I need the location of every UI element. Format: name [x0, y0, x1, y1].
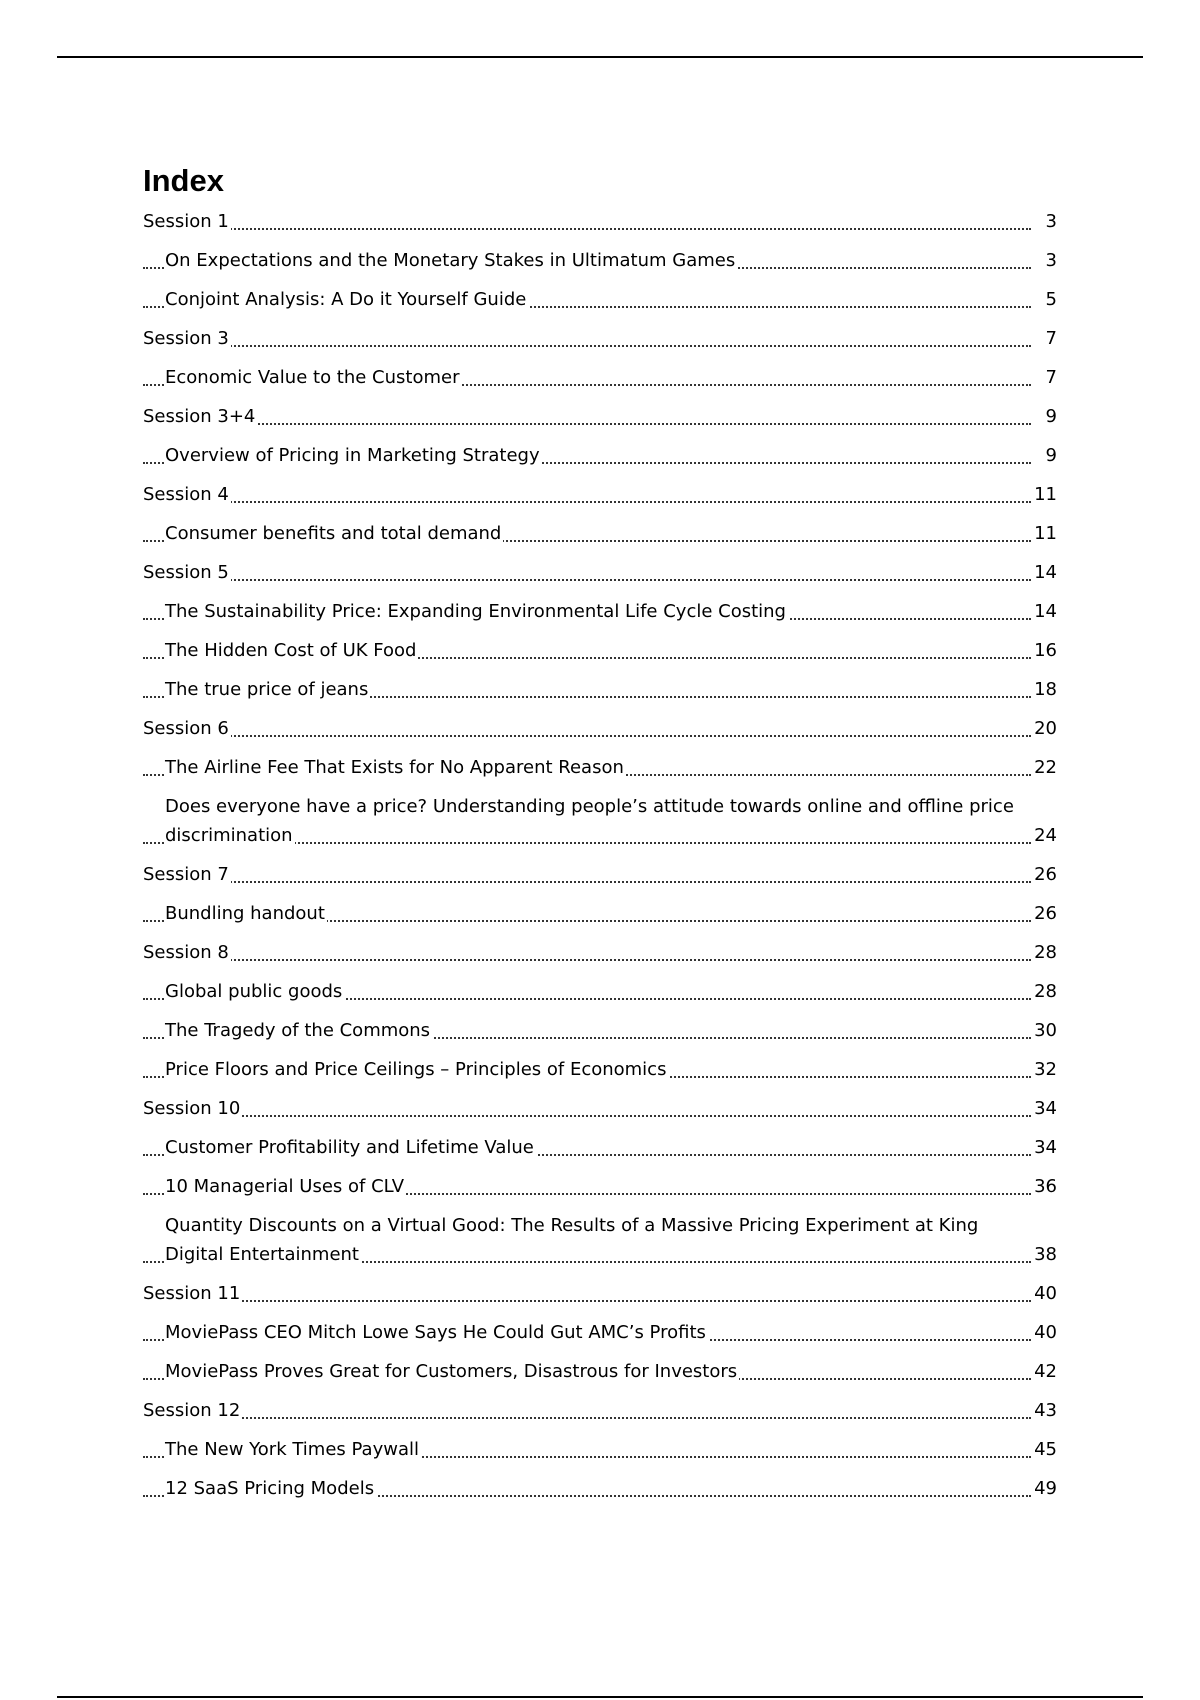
toc-page-number: 24 — [1032, 821, 1057, 850]
toc-page-number: 3 — [1044, 246, 1057, 275]
toc-entry-line — [165, 675, 1057, 704]
toc-entry-line — [165, 1435, 1057, 1464]
toc-page-number: 7 — [1044, 324, 1057, 353]
toc-article-entry[interactable] — [143, 1318, 1057, 1357]
toc-article-entry[interactable] — [143, 519, 1057, 558]
toc-entry-title: The Hidden Cost of UK Food — [165, 640, 417, 661]
toc-entry-line — [143, 938, 1057, 967]
toc-page-number: 28 — [1032, 938, 1057, 967]
toc-article-entry[interactable] — [143, 792, 1057, 860]
toc-entry-title: MoviePass CEO Mitch Lowe Says He Could Gut AMC’s Profits — [165, 1322, 706, 1343]
toc-entry-title: Session 8 — [143, 942, 229, 963]
toc-entry-line — [143, 714, 1057, 743]
toc-page-number: 9 — [1044, 402, 1057, 431]
header-rule — [57, 56, 1143, 58]
toc-dot-leader — [143, 1115, 1031, 1117]
toc-page-number: 14 — [1032, 558, 1057, 587]
index-heading: Index — [143, 163, 224, 198]
toc-page-number: 40 — [1032, 1279, 1057, 1308]
toc-page-number: 43 — [1032, 1396, 1057, 1425]
toc-page-number: 11 — [1032, 519, 1057, 548]
toc-entry-title: Session 10 — [143, 1098, 241, 1119]
toc-entry-title: Does everyone have a price? Understanding people’s attitude towards online and offline price discrimination — [165, 796, 1014, 846]
toc-dot-leader — [143, 735, 1031, 737]
toc-page-number: 36 — [1032, 1172, 1057, 1201]
toc-entry-line — [165, 753, 1057, 782]
toc-entry-title: Global public goods — [165, 981, 343, 1002]
toc-entry-line — [143, 558, 1057, 587]
toc-dot-leader — [143, 345, 1031, 347]
toc-entry-title: The Sustainability Price: Expanding Environmental Life Cycle Costing — [165, 601, 786, 622]
toc-session-entry[interactable] — [143, 1094, 1057, 1133]
toc-list — [143, 207, 1057, 1513]
toc-entry-title: Overview of Pricing in Marketing Strategy — [165, 445, 540, 466]
toc-page-number: 3 — [1044, 207, 1057, 236]
toc-page-number: 49 — [1032, 1474, 1057, 1503]
toc-entry-title: Session 3+4 — [143, 406, 256, 427]
toc-session-entry[interactable] — [143, 714, 1057, 753]
toc-page-number: 34 — [1032, 1133, 1057, 1162]
toc-entry-line — [165, 1357, 1057, 1386]
toc-page-number: 40 — [1032, 1318, 1057, 1347]
toc-page-number: 34 — [1032, 1094, 1057, 1123]
toc-entry-line — [143, 207, 1057, 236]
toc-entry-title: Price Floors and Price Ceilings – Principles of Economics — [165, 1059, 667, 1080]
toc-article-entry[interactable] — [143, 1016, 1057, 1055]
toc-dot-leader — [143, 423, 1031, 425]
toc-entry-title: 12 SaaS Pricing Models — [165, 1478, 375, 1499]
toc-dot-leader — [143, 579, 1031, 581]
toc-article-entry[interactable] — [143, 753, 1057, 792]
toc-dot-leader — [143, 1300, 1031, 1302]
toc-entry-line — [165, 246, 1057, 275]
toc-article-entry[interactable] — [143, 1357, 1057, 1396]
toc-entry-title: Session 4 — [143, 484, 229, 505]
toc-article-entry[interactable] — [143, 285, 1057, 324]
toc-article-entry[interactable] — [143, 1474, 1057, 1513]
toc-entry-line — [165, 1055, 1057, 1084]
toc-entry-title: MoviePass Proves Great for Customers, Disastrous for Investors — [165, 1361, 738, 1382]
toc-article-entry[interactable] — [143, 1211, 1057, 1279]
toc-page-number: 20 — [1032, 714, 1057, 743]
toc-article-entry[interactable] — [143, 363, 1057, 402]
toc-entry-title: Conjoint Analysis: A Do it Yourself Guide — [165, 289, 527, 310]
toc-page-number: 5 — [1044, 285, 1057, 314]
toc-article-entry[interactable] — [143, 636, 1057, 675]
toc-page-number: 32 — [1032, 1055, 1057, 1084]
toc-entry-title: Bundling handout — [165, 903, 325, 924]
toc-entry-line — [165, 597, 1057, 626]
toc-session-entry[interactable] — [143, 938, 1057, 977]
toc-page-number: 11 — [1032, 480, 1057, 509]
toc-session-entry[interactable] — [143, 480, 1057, 519]
toc-page-number: 7 — [1044, 363, 1057, 392]
toc-entry-title: Consumer benefits and total demand — [165, 523, 502, 544]
toc-session-entry[interactable] — [143, 860, 1057, 899]
toc-entry-title: Session 12 — [143, 1400, 241, 1421]
toc-article-entry[interactable] — [143, 1435, 1057, 1474]
toc-entry-title: Customer Profitability and Lifetime Value — [165, 1137, 534, 1158]
toc-entry-line — [143, 1396, 1057, 1425]
toc-article-entry[interactable] — [143, 597, 1057, 636]
toc-entry-line — [143, 402, 1057, 431]
toc-entry-title: Session 7 — [143, 864, 229, 885]
toc-entry-line — [143, 480, 1057, 509]
toc-page-number: 9 — [1044, 441, 1057, 470]
toc-entry-title: On Expectations and the Monetary Stakes in Ultimatum Games — [165, 250, 736, 271]
toc-dot-leader — [143, 501, 1031, 503]
toc-dot-leader — [143, 959, 1031, 961]
toc-page-number: 14 — [1032, 597, 1057, 626]
toc-article-entry[interactable] — [143, 1172, 1057, 1211]
toc-entry-line — [165, 899, 1057, 928]
toc-dot-leader — [143, 228, 1031, 230]
toc-entry-line — [165, 1318, 1057, 1347]
toc-session-entry[interactable] — [143, 558, 1057, 597]
toc-entry-title: The New York Times Paywall — [165, 1439, 419, 1460]
toc-session-entry[interactable] — [143, 207, 1057, 246]
toc-dot-leader — [143, 881, 1031, 883]
toc-entry-line — [165, 636, 1057, 665]
toc-article-entry[interactable] — [143, 899, 1057, 938]
toc-article-entry[interactable] — [143, 977, 1057, 1016]
toc-entry-title: Economic Value to the Customer — [165, 367, 460, 388]
toc-entry-title: The true price of jeans — [165, 679, 369, 700]
toc-entry-title: Session 5 — [143, 562, 229, 583]
toc-entry-title: 10 Managerial Uses of CLV — [165, 1176, 405, 1197]
toc-entry-line — [165, 441, 1057, 470]
toc-page-number: 26 — [1032, 860, 1057, 889]
toc-page-number: 16 — [1032, 636, 1057, 665]
toc-entry-title: Quantity Discounts on a Virtual Good: The Results of a Massive Pricing Experiment at King Digital Entertainment — [165, 1215, 979, 1265]
toc-entry-line — [165, 519, 1057, 548]
toc-entry-line — [165, 977, 1057, 1006]
toc-entry-line — [165, 285, 1057, 314]
toc-entry-title: The Airline Fee That Exists for No Apparent Reason — [165, 757, 624, 778]
toc-article-entry[interactable] — [143, 1055, 1057, 1094]
footer-rule — [57, 1696, 1143, 1698]
toc-dot-leader — [143, 1417, 1031, 1419]
toc-page-number: 30 — [1032, 1016, 1057, 1045]
toc-entry-line — [143, 1279, 1057, 1308]
toc-entry-title: Session 3 — [143, 328, 229, 349]
toc-entry-line — [165, 1474, 1057, 1503]
toc-entry-line — [165, 363, 1057, 392]
toc-session-entry[interactable] — [143, 402, 1057, 441]
toc-article-entry[interactable] — [143, 675, 1057, 714]
toc-entry-line — [143, 324, 1057, 353]
toc-entry-line — [165, 1016, 1057, 1045]
toc-session-entry[interactable] — [143, 324, 1057, 363]
toc-page-number: 38 — [1032, 1240, 1057, 1269]
toc-entry-title: Session 1 — [143, 211, 229, 232]
toc-page-number: 28 — [1032, 977, 1057, 1006]
toc-article-entry[interactable] — [143, 246, 1057, 285]
toc-page-number: 45 — [1032, 1435, 1057, 1464]
toc-session-entry[interactable] — [143, 1279, 1057, 1318]
index-section — [143, 163, 1057, 1513]
toc-page-number: 42 — [1032, 1357, 1057, 1386]
toc-page-number: 26 — [1032, 899, 1057, 928]
toc-entry-line — [165, 1172, 1057, 1201]
toc-entry-title: Session 6 — [143, 718, 229, 739]
toc-entry-title: The Tragedy of the Commons — [165, 1020, 431, 1041]
toc-entry-line — [143, 1094, 1057, 1123]
toc-entry-title: Session 11 — [143, 1283, 241, 1304]
toc-session-entry[interactable] — [143, 1396, 1057, 1435]
toc-entry-line — [143, 860, 1057, 889]
toc-page-number: 22 — [1032, 753, 1057, 782]
toc-article-entry[interactable] — [143, 441, 1057, 480]
toc-entry-line — [165, 1133, 1057, 1162]
toc-page-number: 18 — [1032, 675, 1057, 704]
toc-article-entry[interactable] — [143, 1133, 1057, 1172]
